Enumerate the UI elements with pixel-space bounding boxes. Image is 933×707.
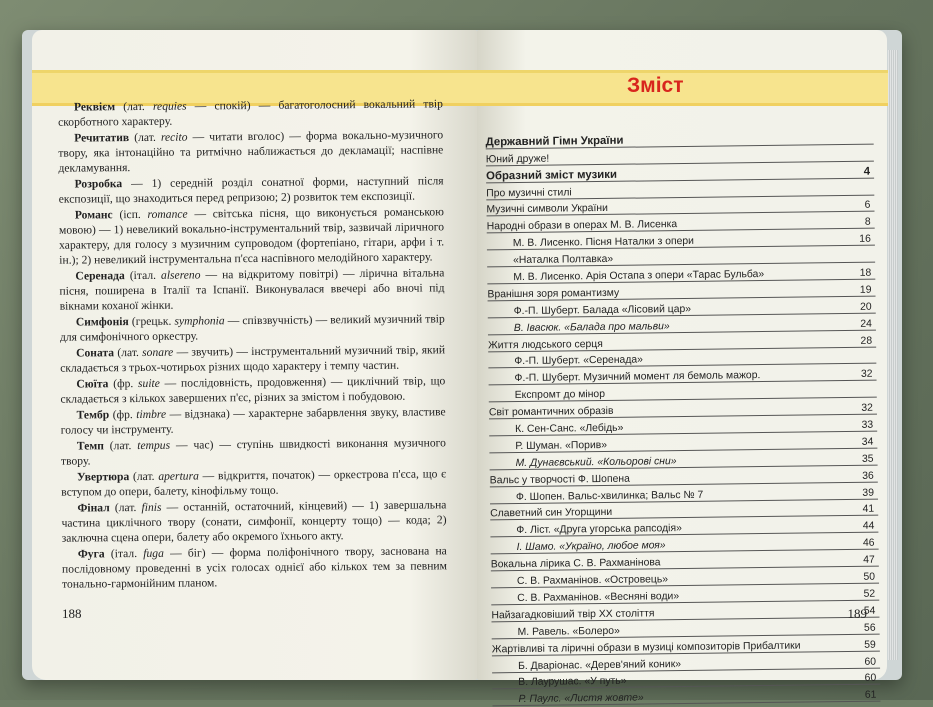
glossary-term: Увертюра — [77, 470, 129, 483]
toc-page-number: 54 — [853, 605, 875, 616]
toc-entry-label: Про музичні стилі — [486, 184, 848, 199]
toc-entry-label: Експромт до мінор — [515, 386, 851, 401]
glossary-text: — співзвучність) — великий музичний твір для симфонічного оркестру. — [60, 312, 445, 343]
glossary-term: Сюїта — [76, 377, 108, 390]
glossary-term: Фінал — [77, 501, 109, 514]
page-number-right: 189 — [848, 606, 868, 622]
toc-page-number: 4 — [848, 165, 870, 177]
toc-page-number: 56 — [854, 622, 876, 633]
glossary-text: — спокій) — багатоголосний вокальний твір скорботного характеру. — [58, 97, 443, 128]
toc-entry-label: Вокальна лірика С. В. Рахманінова — [491, 555, 853, 570]
toc-page-number: 59 — [854, 639, 876, 650]
toc-page-number: 32 — [851, 403, 873, 414]
glossary-text: (фр. — [109, 408, 136, 421]
toc-entry-label: Р. Шуман. «Порив» — [515, 437, 851, 452]
toc-entry-label: Вранішня зоря романтизму — [487, 285, 849, 300]
toc-entry-label: Ф. Ліст. «Друга угорська рапсодія» — [516, 521, 852, 536]
glossary-text: (грецьк. — [129, 315, 175, 328]
glossary-origin-word: sonare — [142, 346, 173, 359]
toc-entry-label: С. В. Рахманінов. «Островець» — [517, 572, 853, 587]
toc-page-number: 52 — [853, 589, 875, 600]
glossary-entry — [60, 311, 445, 344]
table-of-contents — [486, 128, 881, 707]
toc-entry-label: Народні образи в операх М. В. Лисенка — [487, 217, 849, 232]
glossary-entry — [62, 543, 447, 591]
toc-entry-label: Б. Дваріонас. «Дерев'яний коник» — [518, 656, 854, 671]
toc-page-number: 32 — [850, 369, 872, 380]
glossary-text: (лат. — [129, 131, 161, 144]
toc-entry-label: М. В. Лисенко. Пісня Наталки з опери — [513, 234, 849, 249]
toc-page-number: 60 — [854, 656, 876, 667]
glossary-term: Фуга — [78, 547, 105, 560]
toc-entry-label: Юний друже! — [486, 150, 848, 165]
glossary-entry — [59, 204, 445, 267]
glossary-text: (ісп. — [113, 208, 148, 221]
glossary-entry — [58, 127, 443, 175]
toc-page-number: 46 — [852, 538, 874, 549]
toc-entry-label: В. Лаурушас. «У путь» — [518, 673, 854, 688]
glossary-term: Соната — [76, 346, 114, 359]
glossary-term: Розробка — [75, 177, 123, 190]
toc-page-number: 36 — [852, 470, 874, 481]
toc-page-number: 19 — [849, 285, 871, 296]
header-band — [477, 70, 895, 106]
toc-entry-label: Славетний син Угорщини — [490, 504, 852, 519]
glossary-text: — біг) — форма поліфонічного твору, заснована на послідовному проведенні в усіх голосах однієї або кількох тем за певним тонально-гармонійним планом. — [62, 544, 447, 590]
toc-page-number: 20 — [850, 301, 872, 312]
glossary-origin-word: requies — [153, 100, 187, 113]
glossary-entry — [59, 173, 444, 206]
glossary-entry — [60, 373, 445, 406]
glossary-origin-word: apertura — [158, 469, 199, 482]
glossary-entry — [61, 435, 446, 468]
glossary-text: — відзнака) — характерне забарвлення звуку, властиве голосу чи інструменту. — [61, 405, 446, 436]
toc-entry-label: М. В. Лисенко. Арія Остапа з опери «Тарас Бульба» — [513, 268, 849, 283]
toc-entry-label: Світ романтичних образів — [489, 403, 851, 418]
glossary-text: — відкриття, початок) — оркестрова п'єса, що є вступом до опери, балету, кінофільму тощо. — [61, 467, 446, 498]
toc-page-number: 35 — [851, 453, 873, 464]
glossary-term: Романс — [75, 208, 113, 221]
left-page — [32, 30, 477, 680]
glossary-term: Темп — [77, 439, 104, 452]
toc-entry-label: Вальс у творчості Ф. Шопена — [490, 471, 852, 486]
glossary-origin-word: finis — [141, 501, 161, 514]
toc-page-number: 28 — [850, 335, 872, 346]
toc-page-number: 6 — [848, 200, 870, 211]
glossary-text: — читати вголос) — форма вокально-музичного твору, яка інтонаційно та ритмічно наближається до декламації; наспівне декламування. — [58, 128, 443, 174]
glossary-text: (лат. — [114, 346, 142, 359]
toc-entry-label: Державний Гімн України — [486, 132, 848, 148]
open-book — [22, 30, 902, 680]
glossary-text: (лат. — [115, 100, 153, 113]
toc-row — [492, 685, 880, 707]
toc-entry-label: Ф.-П. Шуберт. Музичний момент ля бемоль мажор. — [514, 369, 850, 384]
toc-entry-label: Найзагадковіший твір XX століття — [491, 606, 853, 621]
toc-entry-label: В. Івасюк. «Балада про мальви» — [514, 319, 850, 334]
toc-entry-label: Ф.-П. Шуберт. Балада «Лісовий цар» — [514, 302, 850, 317]
glossary-text: — світська пісня, що виконується романською мовою) — 1) невеликий вокально-інструментальний твір, зазвичай ліричного характеру, для голосу з музичним супроводом (фортепіано, гітари, арфи і т. ін.); 2) невеликий інструментальна п'єса наспівного мелодійного характеру. — [59, 205, 444, 266]
glossary-text: (італ. — [105, 547, 144, 560]
toc-entry-label: С. В. Рахманінов. «Весняні води» — [517, 589, 853, 604]
page-edges — [888, 50, 898, 660]
toc-entry-label: Жартівливі та ліричні образи в музиці композиторів Прибалтики — [492, 640, 854, 655]
toc-page-number: 44 — [852, 521, 874, 532]
toc-page-number: 61 — [854, 690, 876, 701]
page-number-left: 188 — [62, 606, 82, 622]
glossary-origin-word: symphonia — [174, 314, 224, 327]
glossary-text: (фр. — [108, 377, 138, 390]
glossary-origin-word: timbre — [136, 408, 166, 421]
toc-title: Зміст — [627, 74, 684, 98]
toc-page-number: 50 — [853, 572, 875, 583]
toc-entry-label: Життя людського серця — [488, 336, 850, 351]
glossary-entry — [61, 466, 446, 499]
glossary-text: — час) — ступінь швидкості виконання музичного твору. — [61, 436, 446, 467]
toc-page-number: 39 — [852, 487, 874, 498]
glossary-text: — звучить) — інструментальний музичний твір, який складається з трьох-чотирьох різних щодо характеру і темпу частин. — [60, 343, 445, 374]
glossary-origin-word: tempus — [137, 439, 170, 452]
glossary-term: Серенада — [75, 269, 125, 282]
toc-entry-label: К. Сен-Санс. «Лебідь» — [515, 420, 851, 435]
glossary-text: (лат. — [129, 470, 158, 483]
toc-entry-label: Музичні символи України — [486, 200, 848, 215]
glossary-list — [58, 96, 447, 592]
toc-entry-label: «Наталка Полтавка» — [513, 251, 849, 266]
glossary-origin-word: romance — [147, 208, 187, 221]
toc-page-number: 60 — [854, 673, 876, 684]
toc-page-number: 47 — [853, 555, 875, 566]
toc-entry-label: І. Шамо. «Україно, любое моя» — [517, 538, 853, 553]
glossary-text: (лат. — [110, 501, 142, 514]
right-page — [477, 30, 887, 680]
glossary-text: — останній, остаточний, кінцевий) — 1) завершальна частина циклічного твору (сонати, симфонії, концерту тощо) — кода; 2) заключна сцена опери, балету або окремого їхнього акту. — [61, 498, 446, 544]
toc-entry-label: М. Дунаєвський. «Кольорові сни» — [515, 454, 851, 469]
toc-page-number: 33 — [851, 420, 873, 431]
glossary-entry — [58, 96, 443, 129]
toc-page-number: 8 — [849, 217, 871, 228]
toc-page-number: 18 — [849, 268, 871, 279]
glossary-text: (лат. — [104, 439, 137, 452]
toc-page-number: 41 — [852, 504, 874, 515]
toc-page-number: 24 — [850, 318, 872, 329]
glossary-entry — [60, 342, 445, 375]
glossary-term: Речитатив — [74, 131, 129, 144]
glossary-entry — [59, 265, 444, 313]
glossary-text: (італ. — [125, 269, 161, 282]
toc-page-number: 16 — [849, 234, 871, 245]
glossary-term: Реквієм — [74, 100, 115, 113]
glossary-text: — на відкритому повітрі) — лірична вітальна пісня, поширена в Італії та Іспанії. Виконувалася ввечері або вночі під вікнами коханої жінки. — [59, 266, 444, 312]
glossary-origin-word: suite — [138, 377, 160, 390]
toc-entry-label: Ф.-П. Шуберт. «Серенада» — [514, 352, 850, 367]
glossary-text: — послідовність, продовження) — циклічний твір, що складається з кількох завершених п'єс, різних за змістом і побудовою. — [60, 374, 445, 405]
toc-entry-label: Ф. Шопен. Вальс-хвилинка; Вальс № 7 — [516, 488, 852, 503]
glossary-entry — [61, 404, 446, 437]
glossary-term: Тембр — [77, 408, 110, 421]
toc-entry-label: Образний зміст музики — [486, 166, 848, 182]
glossary-text: — 1) середній розділ сонатної форми, наступний після експозиції, що знаходиться перед репризою; 2) розвиток тем експозиції. — [59, 174, 444, 205]
glossary-origin-word: alsereno — [161, 268, 201, 281]
glossary-entry — [61, 497, 446, 545]
toc-entry-label: Р. Паулс. «Листя жовте» — [518, 690, 854, 705]
toc-entry-label: М. Равель. «Болеро» — [518, 623, 854, 638]
glossary-origin-word: fuga — [143, 547, 164, 560]
toc-page-number: 34 — [851, 437, 873, 448]
glossary-term: Симфонія — [76, 315, 129, 328]
glossary-origin-word: recito — [161, 131, 188, 144]
